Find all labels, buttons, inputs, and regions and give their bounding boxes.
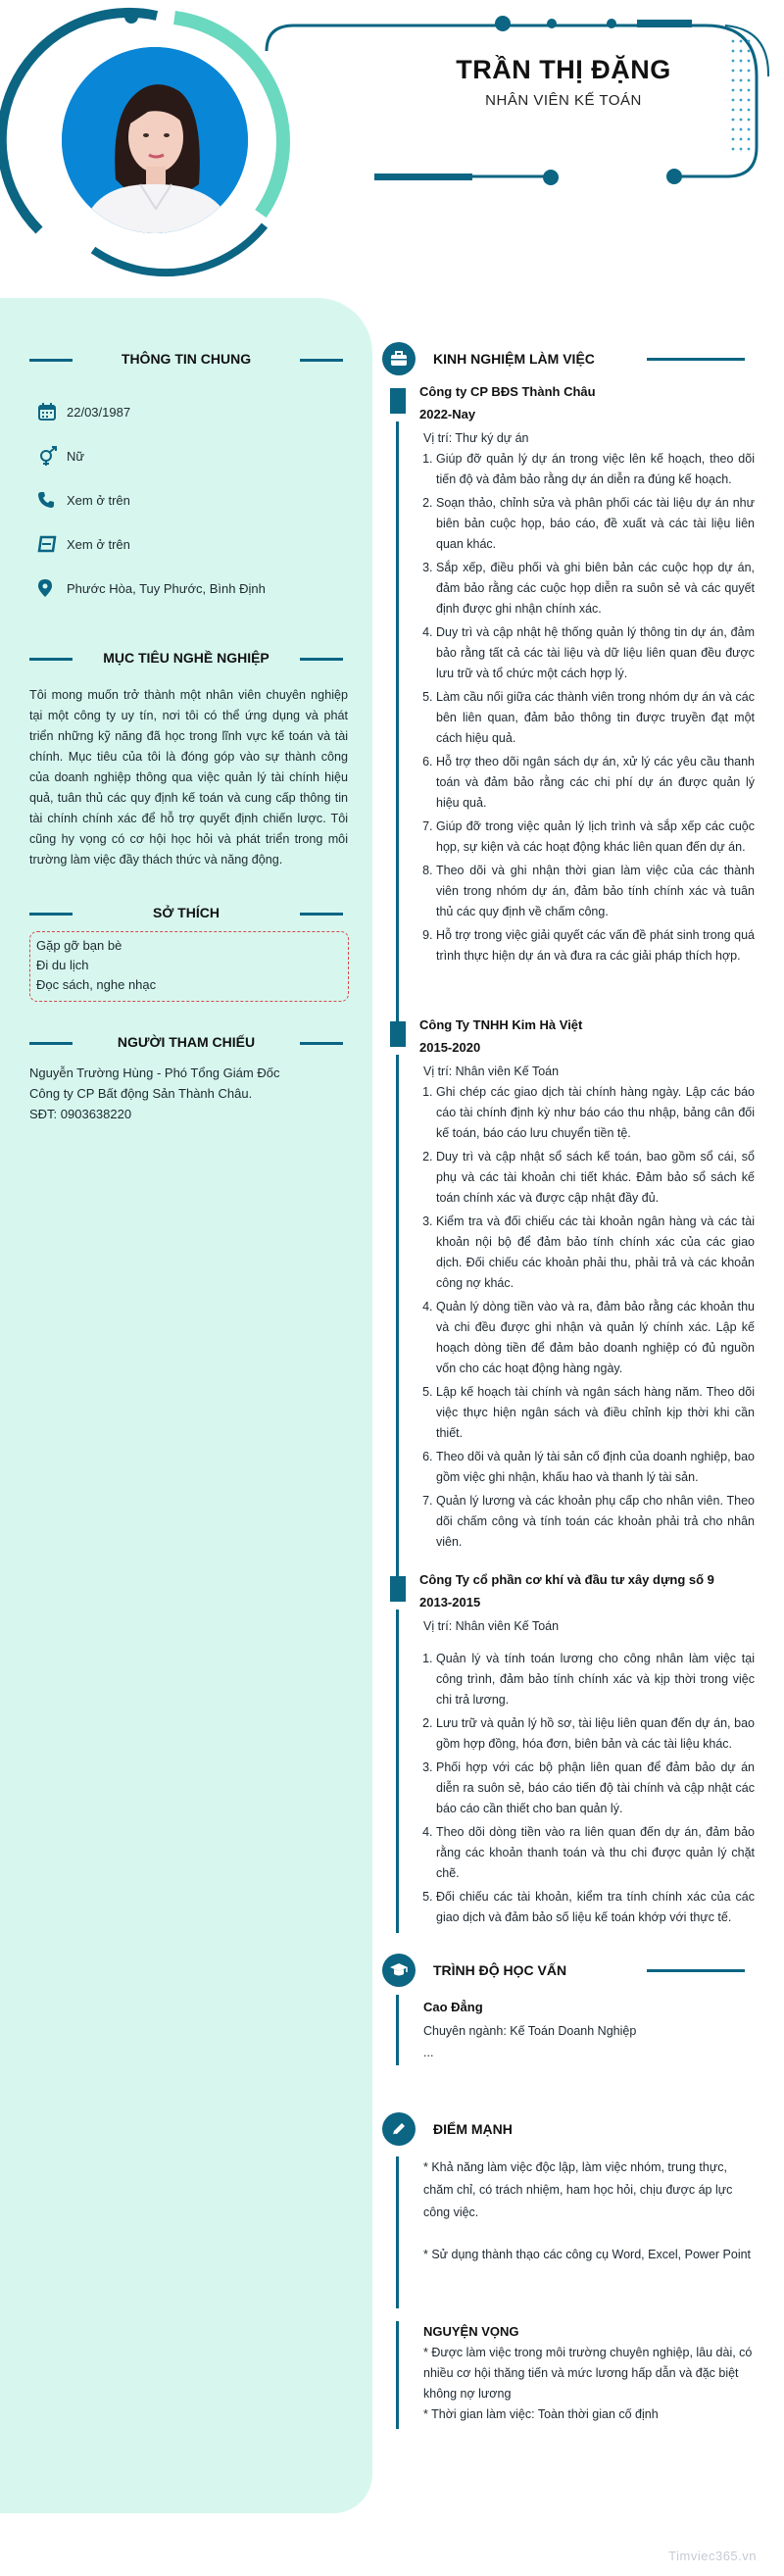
- hobby-item: Gặp gỡ bạn bè: [36, 938, 122, 953]
- gender-value: Nữ: [67, 448, 85, 464]
- job-task: 6. Theo dõi và quản lý tài sản cố định của doanh nghiệp, bao gồm việc ghi nhận, khấu hao và thanh lý tài sản.: [436, 1447, 755, 1488]
- job-position: Vị trí: Thư ký dự án: [423, 431, 529, 445]
- hobbies-title: SỞ THÍCH: [153, 905, 220, 920]
- wishes-title: NGUYỆN VỌNG: [423, 2324, 519, 2339]
- job-task: 3. Phối hợp với các bộ phận liên quan để đảm bảo dự án diễn ra suôn sẻ, báo cáo tiến độ tài chính và cập nhật các báo cáo cần thiết cho ban quản lý.: [436, 1758, 755, 1819]
- job-timeline-bar: [396, 1055, 399, 1600]
- hobbies-list: [29, 931, 349, 1002]
- job-task: 2. Lưu trữ và quản lý hồ sơ, tài liệu liên quan đến dự án, bao gồm hợp đồng, hóa đơn, biên bản và các tài liệu khác.: [436, 1713, 755, 1755]
- wishes-timeline-bar: [396, 2321, 399, 2429]
- heading-line: [300, 913, 343, 916]
- strength-item: * Khả năng làm việc độc lập, làm việc nhóm, trung thực, chăm chỉ, có trách nhiệm, ham học hỏi, chịu được áp lực công việc.: [423, 2160, 733, 2219]
- job-task: 2. Soạn thảo, chỉnh sửa và phân phối các tài liệu dự án như biên bản cuộc họp, báo cáo, đề xuất và các tài liệu liên quan khác.: [436, 493, 755, 555]
- job-task: 1. Giúp đỡ quản lý dự án trong việc lên kế hoạch, theo dõi tiến độ và đảm bảo rằng dự án diễn ra đúng kế hoạch.: [436, 449, 755, 490]
- education-timeline-bar: [396, 1995, 399, 2065]
- job-entry: [390, 1570, 755, 1931]
- education-entry: [390, 1995, 755, 2063]
- job-task-list: [423, 1649, 755, 1928]
- experience-heading: [382, 342, 745, 375]
- job-task: 4. Duy trì và cập nhật hệ thống quản lý thông tin dự án, đảm bảo rằng tất cả các tài liệu và dữ liệu liên quan đều được lưu trữ và tổ chức một cách hợp lý.: [436, 622, 755, 684]
- avatar: [62, 47, 248, 233]
- job-task: 5. Làm cầu nối giữa các thành viên trong nhóm dự án và các bên liên quan, đảm bảo thông tin được truyền đạt một cách hiệu quả.: [436, 687, 755, 749]
- heading-line: [29, 913, 73, 916]
- phone-value: Xem ở trên: [67, 492, 130, 508]
- heading-line: [29, 658, 73, 661]
- info-row-gender: [37, 444, 84, 468]
- job-period: 2013-2015: [419, 1595, 481, 1610]
- info-row-email: [37, 532, 130, 556]
- email-value: Xem ở trên: [67, 536, 130, 552]
- strengths-timeline-bar: [396, 2156, 399, 2308]
- location-icon: [37, 577, 61, 599]
- job-task: 3. Kiểm tra và đối chiếu các tài khoản ngân hàng và các tài khoản nội bộ để đảm bảo tính chính xác của các giao dịch. Đối chiếu các khoản phải thu, phải trả và các khoản công nợ khác.: [436, 1212, 755, 1294]
- general-info-heading: [29, 348, 343, 372]
- job-task: 2. Duy trì và cập nhật sổ sách kế toán, bao gồm sổ cái, sổ phụ và các tài khoản chi tiết khác. Đảm bảo sổ sách kế toán chính xác và được cập nhật đầy đủ.: [436, 1147, 755, 1209]
- job-task-list: [423, 449, 755, 966]
- calendar-icon: [37, 401, 61, 422]
- job-task-list: [423, 1082, 755, 1553]
- job-period: 2015-2020: [419, 1040, 481, 1055]
- education-more: ...: [423, 2046, 434, 2059]
- job-task: 9. Hỗ trợ trong việc giải quyết các vấn đề phát sinh trong quá trình thực hiện dự án và đưa ra các giải pháp thích hợp.: [436, 925, 755, 966]
- heading-line: [29, 359, 73, 362]
- job-task: 6. Hỗ trợ theo dõi ngân sách dự án, xử lý các yêu cầu thanh toán và đảm bảo rằng các chi phí dự án được quản lý hiệu quả.: [436, 752, 755, 814]
- heading-line: [647, 1969, 745, 1972]
- address-value: Phước Hòa, Tuy Phước, Bình Định: [67, 580, 266, 596]
- job-company: Công Ty TNHH Kim Hà Việt: [419, 1017, 583, 1032]
- job-position: Vị trí: Nhân viên Kế Toán: [423, 1065, 560, 1078]
- gender-icon: [37, 445, 61, 467]
- cv-header: [0, 0, 784, 294]
- reference-heading: [29, 1031, 343, 1055]
- education-school: Cao Đẳng: [423, 2000, 483, 2014]
- strength-item: * Sử dụng thành thạo các công cụ Word, Excel, Power Point: [423, 2248, 752, 2261]
- objective-heading: [29, 647, 343, 670]
- education-heading: [382, 1954, 745, 1987]
- heading-line: [29, 1042, 73, 1045]
- heading-line: [300, 359, 343, 362]
- reference-line: Nguyễn Trường Hùng - Phó Tổng Giám Đốc: [29, 1065, 280, 1080]
- heading-line: [300, 658, 343, 661]
- wish-item: * Thời gian làm việc: Toàn thời gian cố định: [423, 2407, 659, 2421]
- objective-text: Tôi mong muốn trở thành một nhân viên chuyên nghiệp tại một công ty uy tín, nơi tôi có thể ứng dụng và phát triển những kỹ năng đã học trong lĩnh vực kế toán và tài chính. Mục tiêu của tôi là đóng góp vào sự thành công của doanh nghiệp thông qua việc quản lý tài chính hiệu quả, tuân thủ các quy định kế toán và cung cấp thông tin tài chính chính xác để hỗ trợ quyết định chiến lược. Tôi cũng hy vọng có cơ hội học hỏi và phát triển trong môi trường làm việc đầy thách thức và năng động.: [29, 688, 348, 867]
- objective-title: MỤC TIÊU NGHỀ NGHIỆP: [103, 650, 270, 666]
- job-task: 5. Lập kế hoạch tài chính và ngân sách hàng năm. Theo dõi việc thực hiện ngân sách và điều chỉnh kịp thời khi cần thiết.: [436, 1382, 755, 1444]
- graduation-cap-icon: [382, 1954, 416, 1987]
- job-task: 8. Theo dõi và ghi nhận thời gian làm việc của các thành viên trong nhóm dự án, đảm bảo tính chính xác và tuân thủ các quy định về chấm công.: [436, 861, 755, 922]
- job-task: 5. Đối chiếu các tài khoản, kiểm tra tính chính xác của các giao dịch và đảm bảo số liệu kế toán khớp với thực tế.: [436, 1887, 755, 1928]
- job-timeline-bar: [396, 421, 399, 1041]
- strengths-list: [390, 2156, 755, 2266]
- left-column: [0, 298, 372, 2513]
- job-task: 7. Giúp đỡ trong việc quản lý lịch trình và sắp xếp các cuộc họp, sự kiện và các hoạt động khác liên quan đến dự án.: [436, 817, 755, 858]
- experience-title: KINH NGHIỆM LÀM VIỆC: [433, 351, 595, 367]
- job-task: 1. Ghi chép các giao dịch tài chính hàng ngày. Lập các báo cáo tài chính định kỳ như báo cáo thu nhập, bảng cân đối kế toán, báo cáo lưu chuyển tiền tệ.: [436, 1082, 755, 1144]
- email-icon: [37, 533, 61, 555]
- job-marker: [390, 388, 406, 414]
- job-company: Công Ty cổ phần cơ khí và đầu tư xây dựng số 9: [419, 1572, 714, 1587]
- hobby-item: Đi du lịch: [36, 958, 89, 972]
- job-marker: [390, 1021, 406, 1047]
- job-marker: [390, 1576, 406, 1602]
- job-task: 4. Quản lý dòng tiền vào và ra, đảm bảo rằng các khoản thu và chi đều được ghi nhận và quản lý chính xác. Lập kế hoạch dòng tiền để đảm bảo doanh nghiệp có đủ nguồn vốn cho các hoạt động hàng ngày.: [436, 1297, 755, 1379]
- wish-item: * Được làm việc trong môi trường chuyên nghiệp, lâu dài, có nhiều cơ hội thăng tiến và mức lương hấp dẫn và đặc biệt không nợ lương: [423, 2346, 753, 2401]
- job-entry: [390, 382, 755, 969]
- job-task: 4. Theo dõi dòng tiền vào ra liên quan đến dự án, đảm bảo rằng các khoản thanh toán và thu chi được quản lý chặt chẽ.: [436, 1822, 755, 1884]
- education-title: TRÌNH ĐỘ HỌC VẤN: [433, 1962, 567, 1978]
- wishes-list: [390, 2321, 755, 2425]
- pen-icon: [382, 2112, 416, 2146]
- strengths-title: ĐIỂM MẠNH: [433, 2121, 513, 2137]
- candidate-job-title: NHÂN VIÊN KẾ TOÁN: [485, 92, 642, 109]
- portrait-image: [62, 47, 248, 233]
- info-row-phone: [37, 488, 130, 512]
- job-position: Vị trí: Nhân viên Kế Toán: [423, 1619, 560, 1633]
- general-info-title: THÔNG TIN CHUNG: [121, 351, 252, 367]
- job-company: Công ty CP BĐS Thành Châu: [419, 384, 596, 399]
- heading-line: [300, 1042, 343, 1045]
- job-task: 7. Quản lý lương và các khoản phụ cấp cho nhân viên. Theo dõi chấm công và tính toán các khoản phải trả cho nhân viên.: [436, 1491, 755, 1553]
- reference-line: SĐT: 0903638220: [29, 1107, 132, 1121]
- job-timeline-bar: [396, 1610, 399, 1933]
- phone-icon: [37, 489, 61, 511]
- info-row-birthday: [37, 400, 130, 423]
- hobby-item: Đọc sách, nghe nhạc: [36, 977, 157, 992]
- heading-line: [647, 358, 745, 361]
- reference-details: [29, 1063, 353, 1124]
- job-period: 2022-Nay: [419, 407, 476, 421]
- reference-title: NGƯỜI THAM CHIẾU: [117, 1034, 256, 1050]
- hobbies-heading: [29, 902, 343, 925]
- education-major: Chuyên ngành: Kế Toán Doanh Nghiệp: [423, 2024, 637, 2038]
- job-task: 1. Quản lý và tính toán lương cho công nhân làm việc tại công trình, đảm bảo tính chính xác và kịp thời trong việc chi trả lương.: [436, 1649, 755, 1710]
- watermark: Timviec365.vn: [668, 2549, 757, 2563]
- strengths-heading: [382, 2112, 745, 2146]
- briefcase-icon: [382, 342, 416, 375]
- info-row-address: [37, 576, 266, 600]
- job-entry: [390, 1016, 755, 1556]
- candidate-name: TRẦN THỊ ĐẶNG: [456, 55, 671, 84]
- job-task: 3. Sắp xếp, điều phối và ghi biên bản các cuộc họp dự án, đảm bảo rằng các cuộc họp diễn ra suôn sẻ và các quyết định được ghi nhận chính xác.: [436, 558, 755, 619]
- birthday-value: 22/03/1987: [67, 404, 131, 420]
- reference-line: Công ty CP Bất động Sản Thành Châu.: [29, 1086, 253, 1101]
